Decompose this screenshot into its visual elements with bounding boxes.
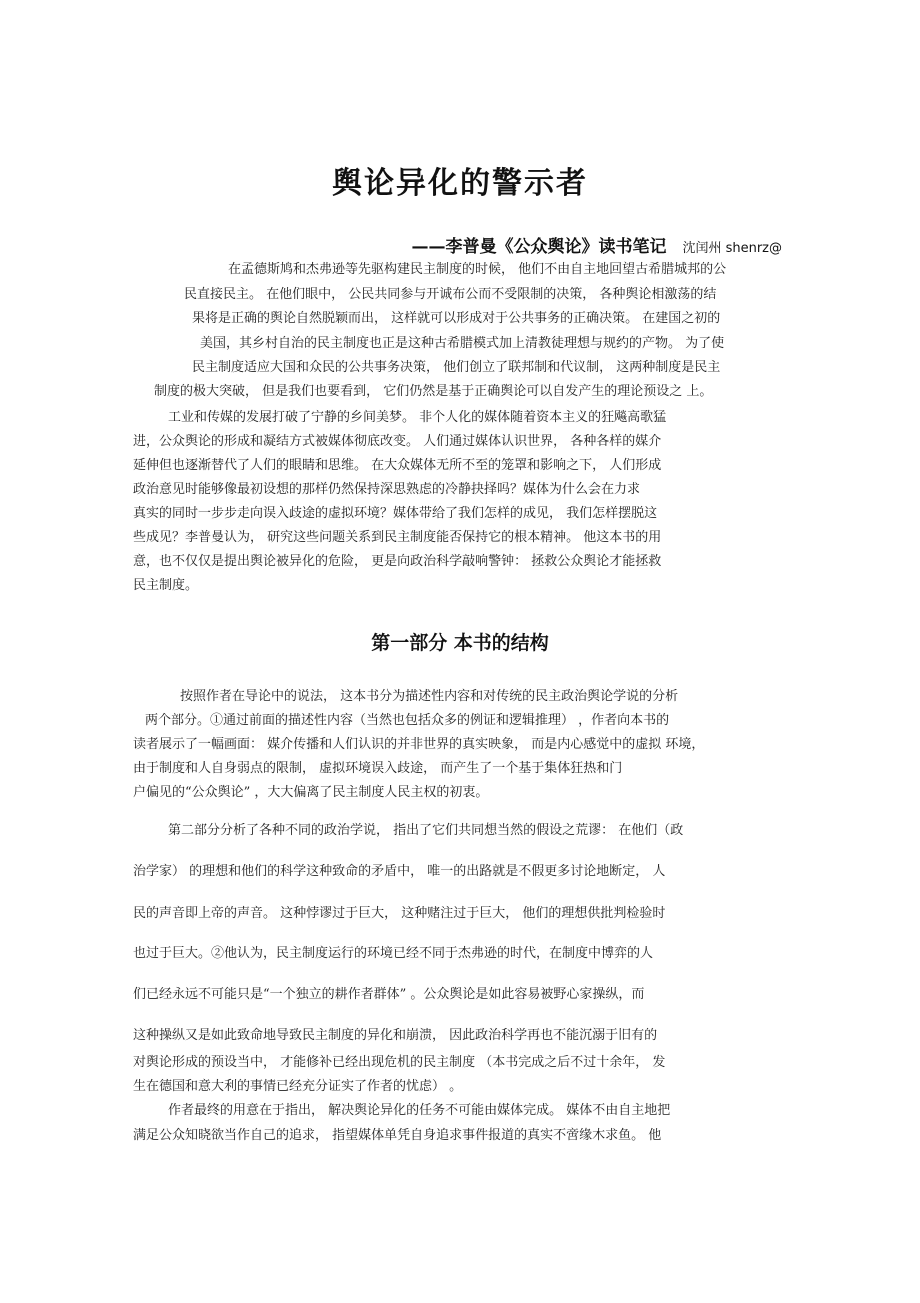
text-line: 真实的同时一步步走向误入歧途的虚拟环境？媒体带给了我们怎样的成见， 我们怎样摆脱这 xyxy=(133,506,658,521)
text-line: 们已经永远不可能只是“一个独立的耕作者群体” 。公众舆论是如此容易被野心家操纵，而 xyxy=(133,987,645,1002)
text-line: 这种操纵又是如此致命地导致民主制度的异化和崩溃， 因此政治科学再也不能沉溺于旧有的 xyxy=(133,1028,658,1043)
text-line: 进，公众舆论的形成和凝结方式被媒体彻底改变。 人们通过媒体认识世界， 各种各样的媒介 xyxy=(133,434,662,449)
text-line: 民主制度。 xyxy=(133,578,199,593)
text-line: 果将是正确的舆论自然脱颖而出， 这样就可以形成对于公共事务的正确决策。 在建国之初的 xyxy=(192,311,721,326)
text-line: 民主制度适应大国和众民的公共事务决策， 他们创立了联邦制和代议制， 这两种制度是民主 xyxy=(192,360,721,375)
author-name: 沈闰州 shenrz@ xyxy=(682,241,782,256)
text-line: 制度的极大突破， 但是我们也要看到， 它们仍然是基于正确舆论可以自发产生的理论预设之 上。 xyxy=(154,384,713,399)
text-line: 民的声音即上帝的声音。 这种悖谬过于巨大， 这种赌注过于巨大， 他们的理想供批判检验时 xyxy=(133,906,666,921)
section-heading: 第一部分 本书的结构 xyxy=(371,632,549,654)
document-title: 舆论异化的警示者 xyxy=(332,166,588,201)
text-line: 也过于巨大。②他认为，民主制度运行的环境已经不同于杰弗逊的时代，在制度中博弈的人 xyxy=(133,946,654,961)
text-line: 些成见？李普曼认为， 研究这些问题关系到民主制度能否保持它的根本精神。 他这本书的用 xyxy=(133,530,662,545)
text-line: 按照作者在导论中的说法， 这本书分为描述性内容和对传统的民主政治舆论学说的分析 xyxy=(180,689,679,704)
text-line: 政治意见时能够像最初设想的那样仍然保持深思熟虑的冷静抉择吗？媒体为什么会在力求 xyxy=(133,482,641,497)
text-line: 生在德国和意大利的事情已经充分证实了作者的忧虑） 。 xyxy=(133,1079,463,1094)
text-line: 延伸但也逐渐替代了人们的眼睛和思维。 在大众媒体无所不至的笼罩和影响之下， 人们形成 xyxy=(133,458,662,473)
text-line: 作者最终的用意在于指出， 解决舆论异化的任务不可能由媒体完成。 媒体不由自主地把 xyxy=(168,1103,671,1118)
text-line: 意，也不仅仅是提出舆论被异化的危险， 更是向政治科学敲响警钟： 拯救公众舆论才能拯救 xyxy=(133,554,662,569)
text-line: 在孟德斯鸠和杰弗逊等先驱构建民主制度的时候， 他们不由自主地回望古希腊城邦的公 xyxy=(228,262,727,277)
text-line: 户偏见的“公众舆论” ，大大偏离了民主制度人民主权的初衷。 xyxy=(133,785,489,800)
text-line: 治学家） 的理想和他们的科学这种致命的矛盾中， 唯一的出路就是不假更多讨论地断定， 人 xyxy=(133,864,666,879)
text-line: 读者展示了一幅画面： 媒介传播和人们认识的并非世界的真实映象， 而是内心感觉中的虚拟 环境， xyxy=(133,737,705,752)
text-line: 工业和传媒的发展打破了宁静的乡间美梦。 非个人化的媒体随着资本主义的狂飚高歌猛 xyxy=(168,410,667,425)
document-subtitle xyxy=(412,232,782,257)
text-line: 两个部分。①通过前面的描述性内容（当然也包括众多的例证和逻辑推理） ，作者向本书的 xyxy=(145,713,670,728)
text-line: 由于制度和人自身弱点的限制， 虚拟环境误入歧途， 而产生了一个基于集体狂热和门 xyxy=(133,761,623,776)
text-line: 满足公众知晓欲当作自己的追求， 指望媒体单凭自身追求事件报道的真实不啻缘木求鱼。 他 xyxy=(133,1128,662,1143)
subtitle-text: ——李普曼《公众舆论》读书笔记 xyxy=(411,237,667,257)
text-line: 民直接民主。 在他们眼中， 公民共同参与开诚布公而不受限制的决策， 各种舆论相激荡的结 xyxy=(184,287,717,302)
text-line: 美国，其乡村自治的民主制度也正是这种古希腊模式加上清教徒理想与规约的产物。 为了使 xyxy=(200,336,725,351)
text-line: 对舆论形成的预设当中， 才能修补已经出现危机的民主制度 （本书完成之后不过十余年， 发 xyxy=(133,1055,666,1070)
text-line: 第二部分分析了各种不同的政治学说， 指出了它们共同想当然的假设之荒谬： 在他们（政 xyxy=(168,823,684,838)
